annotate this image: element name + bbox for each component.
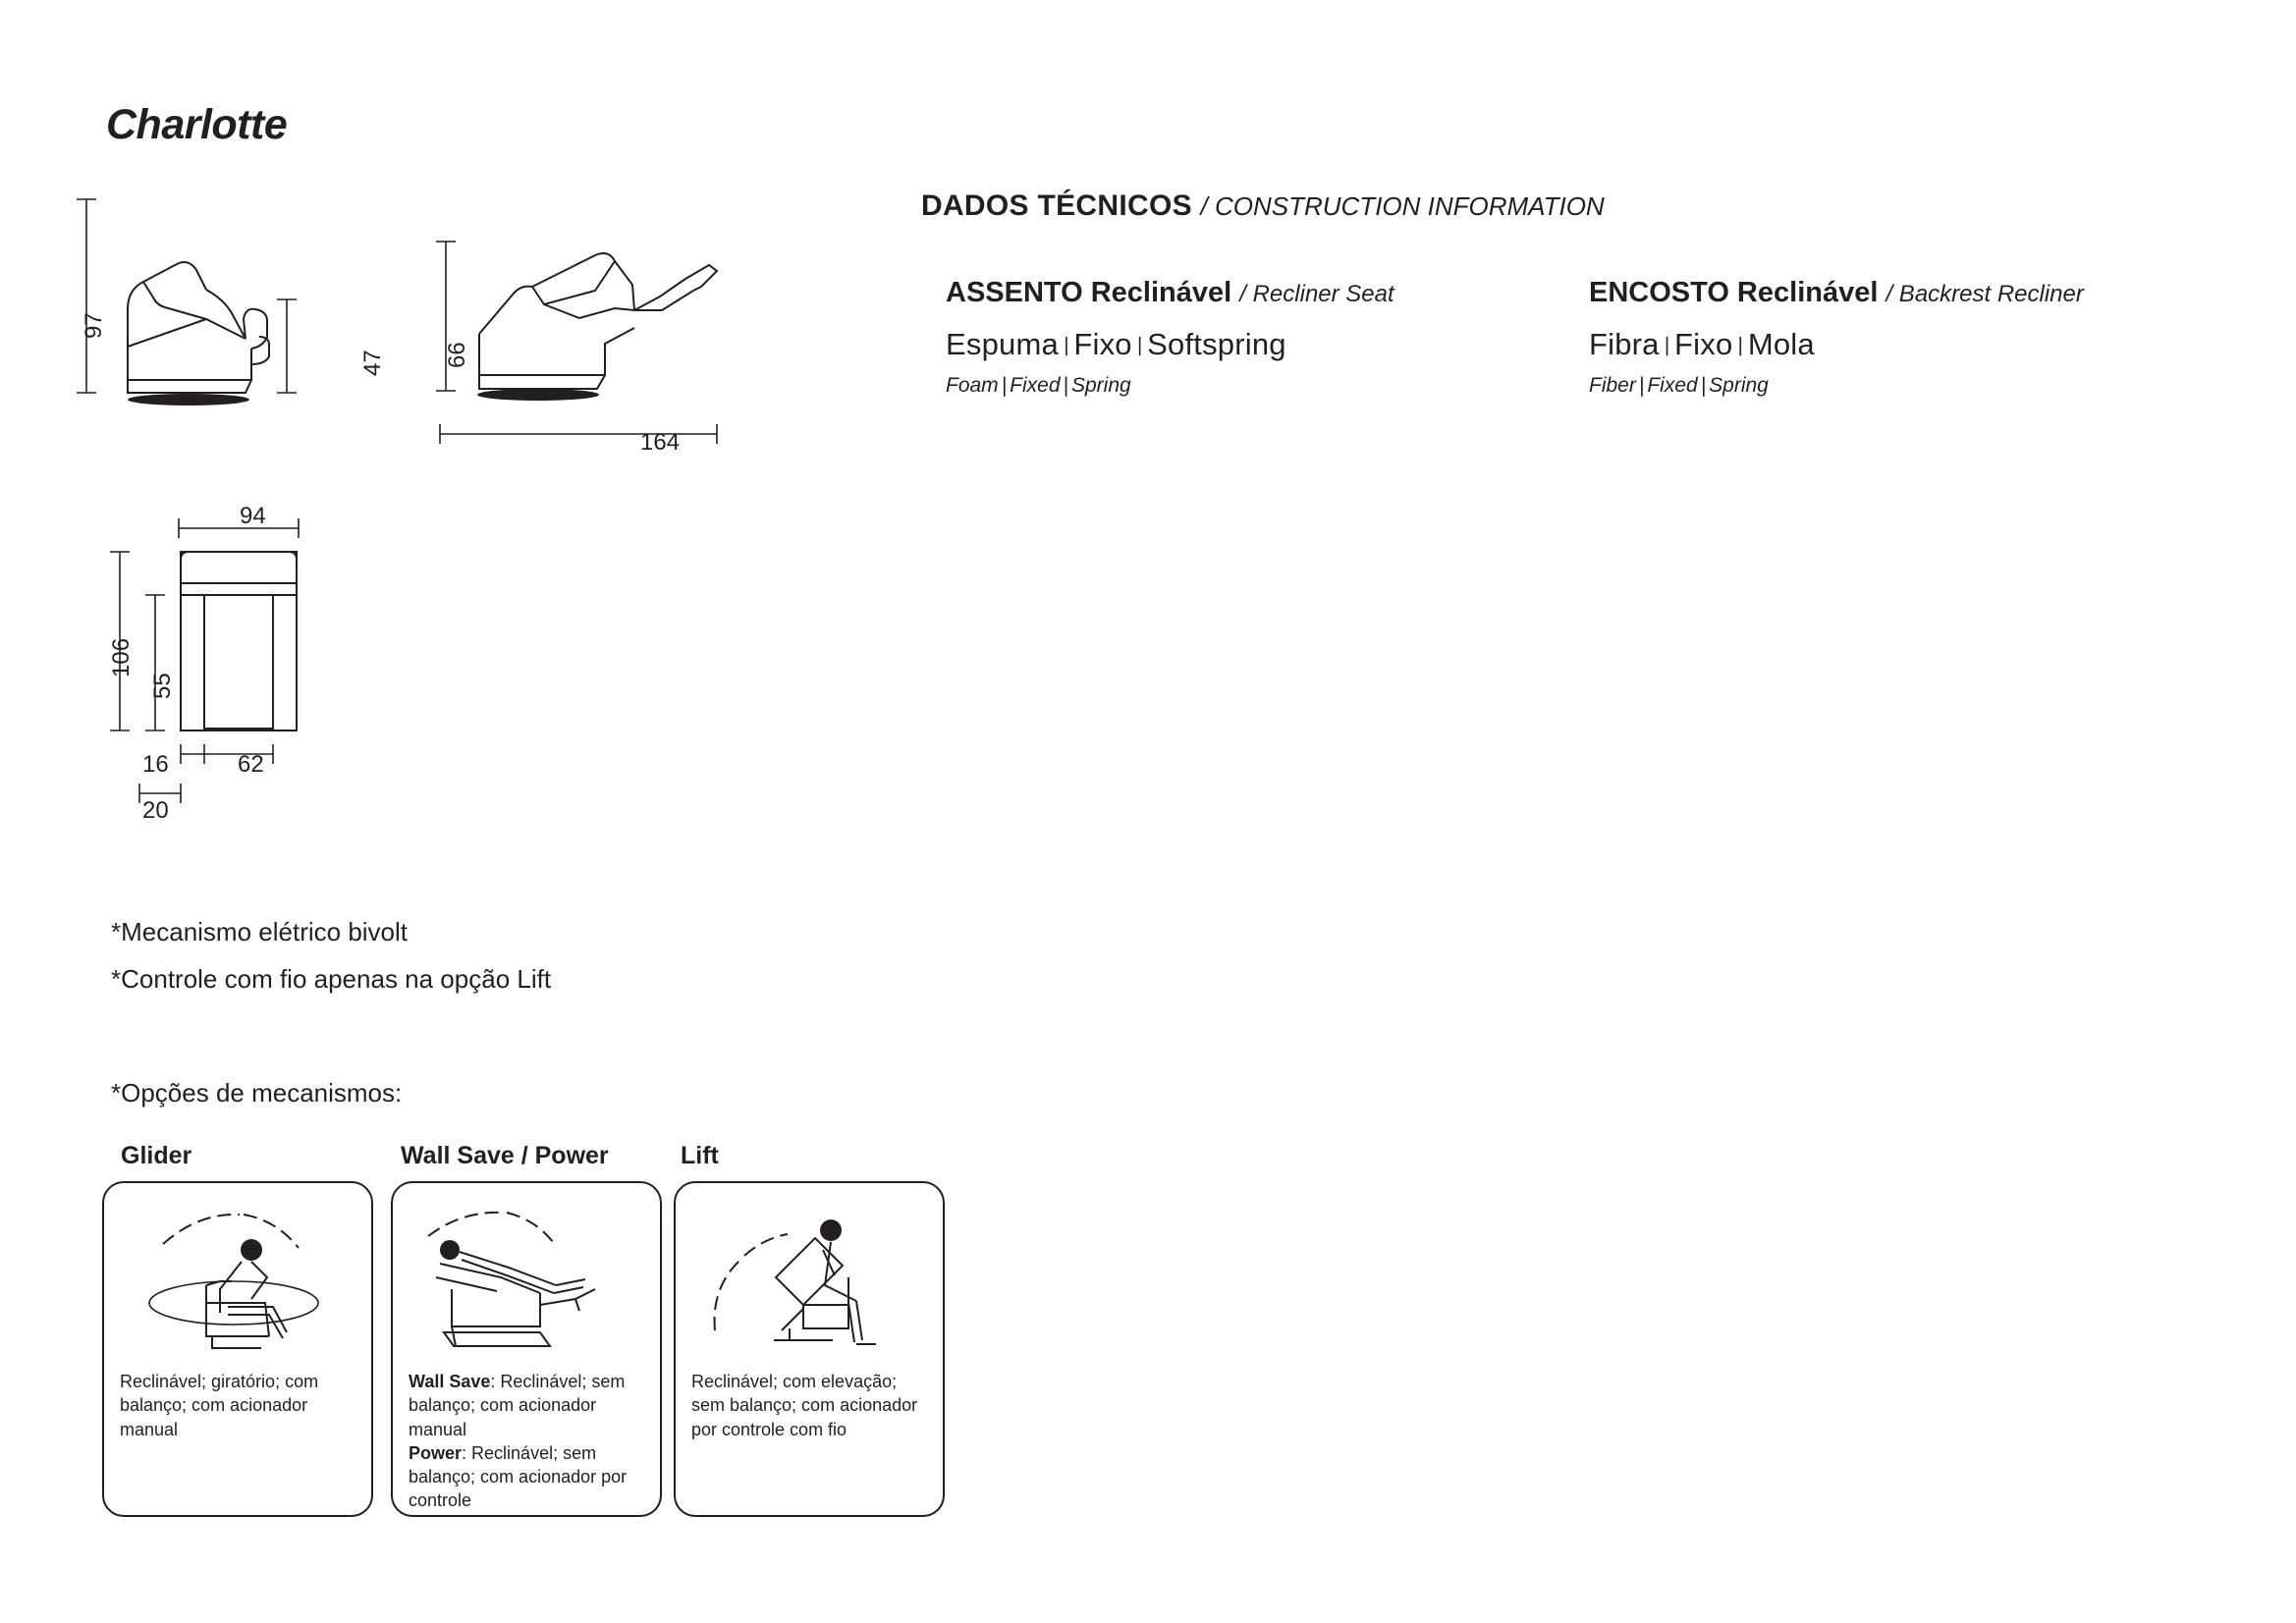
dimension-seat-height: 47 <box>359 350 386 376</box>
mechanism-desc-lift: Reclinável; com elevação; sem balanço; com acionador por controle com fio <box>691 1372 918 1439</box>
spec-separator: | <box>1737 335 1743 356</box>
spec-seat-value-3: Softspring <box>1147 327 1286 361</box>
spec-separator: | <box>1136 335 1143 356</box>
spec-seat-title <box>946 277 1394 309</box>
mechanism-desc-wallsave-text: : Reclinável; sem balanço; com acionador manual <box>409 1372 626 1439</box>
dimension-side-height: 97 <box>81 312 107 339</box>
spec-backrest-value-2: Fixo <box>1674 327 1733 361</box>
mechanism-card-glider[interactable] <box>102 1181 373 1517</box>
mechanism-label-lift: Lift <box>681 1142 719 1169</box>
tech-data-header <box>921 189 1605 223</box>
spec-backrest-value-en-3: Spring <box>1709 374 1769 397</box>
spec-separator: | <box>1063 374 1068 397</box>
spec-backrest-values-en <box>1589 374 2084 398</box>
note-wired-control: *Controle com fio apenas na opção Lift <box>111 964 552 994</box>
spec-seat-values <box>946 327 1394 362</box>
mechanism-label-glider: Glider <box>121 1142 192 1169</box>
spec-backrest-block <box>1589 277 2084 398</box>
mechanism-card-lift[interactable] <box>674 1181 945 1517</box>
note-electric-mechanism: *Mecanismo elétrico bivolt <box>111 917 409 947</box>
dimension-top-width: 94 <box>240 503 266 529</box>
spec-backrest-value-en-1: Fiber <box>1589 374 1636 397</box>
dimension-top-inner-depth: 55 <box>149 673 176 699</box>
spec-seat-value-en-3: Spring <box>1070 374 1131 397</box>
mechanism-desc-power-text: : Reclinável; sem balanço; com acionador por controle <box>409 1442 628 1511</box>
dimension-top-arm: 16 <box>142 751 169 778</box>
dimension-top-seat-width: 62 <box>238 751 264 778</box>
glider-chair-icon <box>104 1183 371 1370</box>
mechanism-options-heading: *Opções de mecanismos: <box>111 1078 403 1108</box>
page-title: Charlotte <box>106 101 288 148</box>
dimension-top-base: 20 <box>142 797 169 824</box>
reclined-view-drawing <box>422 226 835 471</box>
spec-separator: | <box>1664 335 1670 356</box>
mechanism-desc-wallsave <box>409 1370 644 1513</box>
spec-backrest-title <box>1589 277 2084 309</box>
spec-seat-value-en-1: Foam <box>946 374 999 397</box>
mechanism-desc-wallsave-bold: Wall Save <box>409 1372 491 1391</box>
spec-seat-title-pt: ASSENTO Reclinável <box>946 277 1232 308</box>
mechanism-desc-glider: Reclinável; giratório; com balanço; com acionador manual <box>120 1372 319 1439</box>
mechanism-desc-power-bold: Power <box>409 1442 463 1463</box>
spec-backrest-value-en-2: Fixed <box>1647 374 1698 397</box>
wallsave-chair-icon <box>393 1183 660 1370</box>
spec-separator: | <box>1638 374 1645 397</box>
lift-chair-icon <box>676 1183 943 1370</box>
spec-seat-values-en <box>946 374 1394 398</box>
spec-seat-title-en: / Recliner Seat <box>1239 281 1394 307</box>
dimension-reclined-length: 164 <box>640 429 681 456</box>
spec-separator: | <box>1700 374 1707 397</box>
spec-seat-value-en-2: Fixed <box>1010 374 1061 397</box>
dimension-top-depth: 106 <box>108 637 135 677</box>
tech-data-header-en: / CONSTRUCTION INFORMATION <box>1200 191 1605 221</box>
spec-backrest-values <box>1589 327 2084 362</box>
spec-seat-block <box>946 277 1394 398</box>
spec-backrest-value-1: Fibra <box>1589 327 1660 361</box>
mechanism-label-wallsave: Wall Save / Power <box>401 1142 609 1169</box>
spec-separator: | <box>1063 335 1069 356</box>
dimension-reclined-height: 66 <box>444 342 470 368</box>
spec-backrest-value-3: Mola <box>1747 327 1815 361</box>
mechanism-card-wallsave[interactable] <box>391 1181 662 1517</box>
spec-backrest-title-en: / Backrest Recliner <box>1886 281 2084 307</box>
tech-data-header-pt: DADOS TÉCNICOS <box>921 189 1192 222</box>
side-view-drawing <box>59 191 393 437</box>
spec-seat-value-2: Fixo <box>1073 327 1132 361</box>
spec-backrest-title-pt: ENCOSTO Reclinável <box>1589 277 1879 308</box>
spec-seat-value-1: Espuma <box>946 327 1059 361</box>
spec-separator: | <box>1001 374 1008 397</box>
